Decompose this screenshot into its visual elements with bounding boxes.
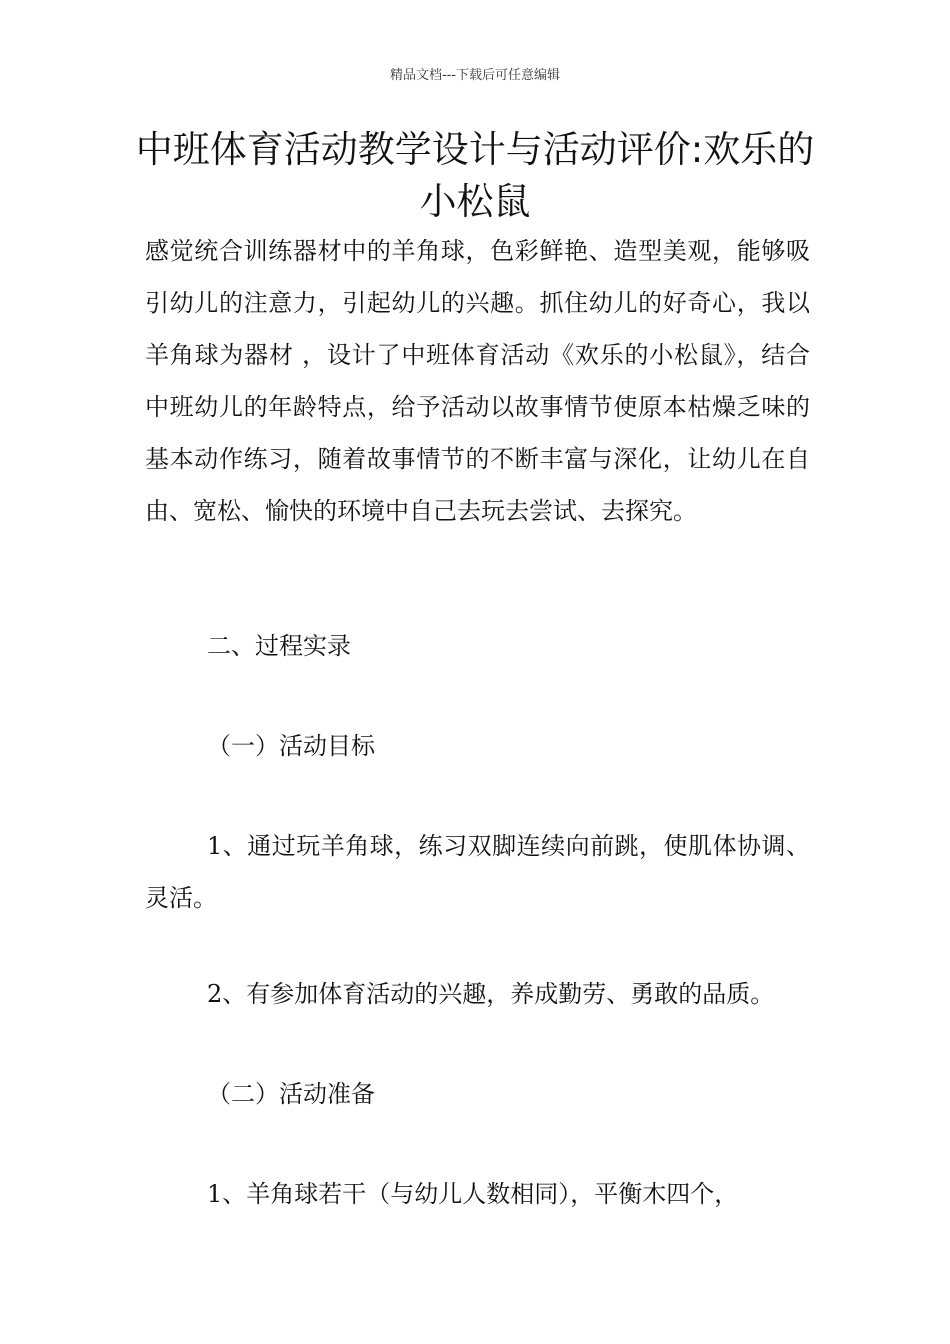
section-heading-process: 二、过程实录 [207, 632, 351, 660]
intro-paragraph: 感觉统合训练器材中的羊角球，色彩鲜艳、造型美观，能够吸引幼儿的注意力，引起幼儿的兴趣。抓住幼儿的好奇心，我以羊角球为器材 ，设计了中班体育活动《欢乐的小松鼠》，结合中班幼儿的年龄特点，给予活动以故事情节使原本枯燥乏味的基本动作练习，随着故事情节的不断丰富与深化，让幼儿在自由、宽松、愉快的环境中自己去玩去尝试、去探究。 [145, 237, 810, 525]
document-title: 中班体育活动教学设计与活动评价:欢乐的小松鼠 [135, 128, 815, 223]
section-heading-prep: （二）活动准备 [207, 1080, 375, 1108]
header-note: 精品文档---下载后可任意编辑 [389, 68, 561, 83]
goal-item-2: 2、有参加体育活动的兴趣，养成勤劳、勇敢的品质。 [207, 980, 775, 1008]
section-heading-goal: （一）活动目标 [207, 732, 375, 760]
prep-item-1: 1、羊角球若干（与幼儿人数相同），平衡木四个， [207, 1180, 739, 1208]
goal-item-1: 1、通过玩羊角球，练习双脚连续向前跳，使肌体协调、灵活。 [145, 832, 810, 912]
